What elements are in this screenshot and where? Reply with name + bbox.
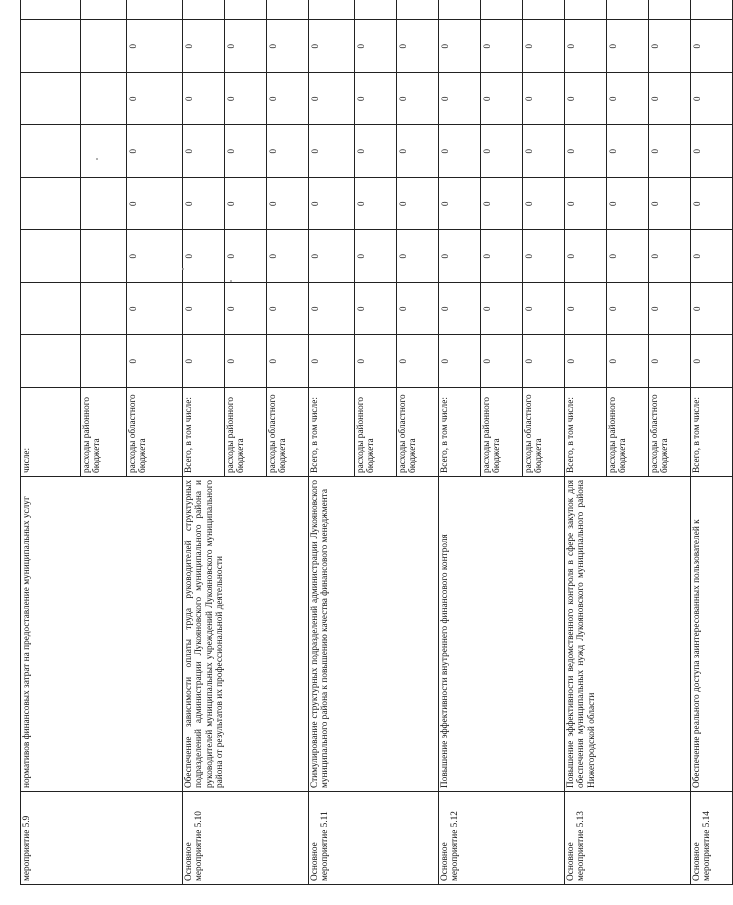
amount-cell: 0 xyxy=(397,335,439,388)
amount-cell: 0 xyxy=(691,335,733,388)
funding-source-cell: Всего, в том числе: xyxy=(565,388,607,477)
amount-cell: 0 xyxy=(481,20,523,73)
funding-source-cell: числе: xyxy=(21,388,81,477)
amount-cell: 0 xyxy=(225,125,267,178)
funding-source-cell: Всего, в том числе: xyxy=(309,388,355,477)
amount-cell: 0 xyxy=(649,125,691,178)
amount-cell xyxy=(81,20,127,73)
amount-cell: 0 xyxy=(127,125,183,178)
funding-source-cell: расходы областного бюджета xyxy=(649,388,691,477)
funding-source-cell: Всего, в том числе: xyxy=(439,388,481,477)
amount-cell: 0 xyxy=(267,73,309,126)
event-description-cell: Стимулирование структурных подразделений администрации Лукояновского муниципального района к повышению качества финансового менеджмента xyxy=(309,477,439,792)
amount-cell: 0 xyxy=(183,230,225,283)
amount-cell: 0 xyxy=(649,335,691,388)
amount-cell xyxy=(21,73,81,126)
amount-cell: 0 xyxy=(439,283,481,336)
amount-cell xyxy=(355,0,397,20)
amount-cell: 0 xyxy=(523,20,565,73)
amount-cell xyxy=(81,178,127,231)
amount-cell: 0 xyxy=(267,178,309,231)
amount-cell: 0 xyxy=(481,73,523,126)
amount-cell xyxy=(81,125,127,178)
amount-cell: 0 xyxy=(183,178,225,231)
amount-cell: 0 xyxy=(127,73,183,126)
event-number-cell: Основное мероприятие 5.13 xyxy=(565,792,691,885)
event-number-cell: Основное мероприятие 5.14 xyxy=(691,792,733,885)
amount-cell xyxy=(21,230,81,283)
event-description-cell: Повышение эффективности ведомственного контроля в сфере закупок для обеспечения муниципальных нужд Лукояновского муниципального района Нижегородской области xyxy=(565,477,691,792)
amount-cell xyxy=(21,125,81,178)
event-number-cell: Основное мероприятие 5.12 xyxy=(439,792,565,885)
amount-cell xyxy=(481,0,523,20)
table-row xyxy=(21,0,81,885)
amount-cell xyxy=(183,0,225,20)
amount-cell xyxy=(21,20,81,73)
amount-cell: 0 xyxy=(565,283,607,336)
amount-cell: 0 xyxy=(691,283,733,336)
amount-cell: 0 xyxy=(355,178,397,231)
amount-cell: 0 xyxy=(183,125,225,178)
amount-cell: 0 xyxy=(607,125,649,178)
amount-cell: 0 xyxy=(127,230,183,283)
amount-cell: 0 xyxy=(183,20,225,73)
amount-cell: 0 xyxy=(691,73,733,126)
amount-cell: 0 xyxy=(649,230,691,283)
amount-cell: 0 xyxy=(439,73,481,126)
amount-cell xyxy=(81,0,127,20)
amount-cell: 0 xyxy=(267,335,309,388)
amount-cell: 0 xyxy=(565,125,607,178)
amount-cell: 0 xyxy=(127,335,183,388)
event-number-cell: мероприятие 5.9 xyxy=(21,792,183,885)
amount-cell: 0 xyxy=(127,178,183,231)
amount-cell: 0 xyxy=(607,178,649,231)
amount-cell: 0 xyxy=(649,73,691,126)
amount-cell: 0 xyxy=(225,178,267,231)
amount-cell: 0 xyxy=(225,230,267,283)
amount-cell: 0 xyxy=(607,335,649,388)
event-number-cell: Основное мероприятие 5.10 xyxy=(183,792,309,885)
amount-cell xyxy=(81,73,127,126)
funding-source-cell: расходы районного бюджета xyxy=(607,388,649,477)
amount-cell: 0 xyxy=(565,335,607,388)
amount-cell: 0 xyxy=(309,335,355,388)
amount-cell: 0 xyxy=(397,230,439,283)
amount-cell xyxy=(81,335,127,388)
amount-cell: 0 xyxy=(225,20,267,73)
amount-cell: 0 xyxy=(565,20,607,73)
amount-cell: 0 xyxy=(523,283,565,336)
funding-source-cell: расходы областного бюджета xyxy=(267,388,309,477)
funding-source-cell: расходы районного бюджета xyxy=(81,388,127,477)
amount-cell xyxy=(21,178,81,231)
rotated-table-sheet xyxy=(20,44,713,885)
amount-cell: 0 xyxy=(355,283,397,336)
table-row xyxy=(439,0,481,885)
event-description-cell: Обеспечение зависимости оплаты труда руководителей структурных подразделений администрации Лукояновского муниципального района и руководителей муниципальных учреждений Лукояновского муниципального района от результатов их профессиональной деятельности xyxy=(183,477,309,792)
amount-cell: 0 xyxy=(183,283,225,336)
amount-cell: 0 xyxy=(481,335,523,388)
amount-cell: 0 xyxy=(523,73,565,126)
funding-source-cell: расходы областного бюджета xyxy=(127,388,183,477)
funding-source-cell: расходы районного бюджета xyxy=(225,388,267,477)
amount-cell xyxy=(21,335,81,388)
scan-speck xyxy=(182,268,184,270)
amount-cell: 0 xyxy=(565,73,607,126)
amount-cell: 0 xyxy=(309,125,355,178)
amount-cell xyxy=(21,283,81,336)
amount-cell: 0 xyxy=(355,335,397,388)
budget-table xyxy=(20,0,733,885)
funding-source-cell: расходы областного бюджета xyxy=(523,388,565,477)
amount-cell: 0 xyxy=(309,73,355,126)
amount-cell: 0 xyxy=(691,125,733,178)
amount-cell: 0 xyxy=(481,230,523,283)
funding-source-cell: Всего, в том числе: xyxy=(183,388,225,477)
amount-cell xyxy=(523,0,565,20)
amount-cell: 0 xyxy=(691,178,733,231)
amount-cell: 0 xyxy=(355,73,397,126)
amount-cell: 0 xyxy=(225,73,267,126)
amount-cell: 0 xyxy=(355,230,397,283)
amount-cell: 0 xyxy=(649,283,691,336)
table-row xyxy=(565,0,607,885)
amount-cell: 0 xyxy=(439,125,481,178)
amount-cell: 0 xyxy=(439,20,481,73)
amount-cell: 0 xyxy=(607,73,649,126)
amount-cell: 0 xyxy=(127,20,183,73)
table-row xyxy=(691,0,733,885)
amount-cell: 0 xyxy=(691,20,733,73)
amount-cell: 0 xyxy=(267,125,309,178)
amount-cell: 0 xyxy=(397,283,439,336)
amount-cell: 0 xyxy=(267,283,309,336)
event-description-cell: нормативов финансовых затрат на предоставление муниципальных услуг xyxy=(21,477,183,792)
scan-speck xyxy=(230,280,232,282)
amount-cell: 0 xyxy=(691,230,733,283)
amount-cell: 0 xyxy=(309,178,355,231)
amount-cell xyxy=(127,0,183,20)
table-row xyxy=(183,0,225,885)
amount-cell: 0 xyxy=(481,283,523,336)
amount-cell: 0 xyxy=(607,20,649,73)
amount-cell: 0 xyxy=(397,20,439,73)
amount-cell xyxy=(565,0,607,20)
amount-cell: 0 xyxy=(565,230,607,283)
funding-source-cell: расходы районного бюджета xyxy=(355,388,397,477)
amount-cell: 0 xyxy=(309,20,355,73)
amount-cell: 0 xyxy=(397,73,439,126)
amount-cell: 0 xyxy=(397,125,439,178)
amount-cell xyxy=(649,0,691,20)
amount-cell: 0 xyxy=(267,230,309,283)
amount-cell xyxy=(81,230,127,283)
amount-cell: 0 xyxy=(607,230,649,283)
amount-cell: 0 xyxy=(607,283,649,336)
amount-cell xyxy=(81,283,127,336)
funding-source-cell: Всего, в том числе: xyxy=(691,388,733,477)
amount-cell: 0 xyxy=(225,283,267,336)
amount-cell xyxy=(607,0,649,20)
amount-cell: 0 xyxy=(267,20,309,73)
amount-cell: 0 xyxy=(523,230,565,283)
funding-source-cell: расходы областного бюджета xyxy=(397,388,439,477)
amount-cell: 0 xyxy=(309,230,355,283)
amount-cell: 0 xyxy=(309,283,355,336)
amount-cell: 0 xyxy=(439,335,481,388)
table-row xyxy=(309,0,355,885)
amount-cell: 0 xyxy=(649,178,691,231)
amount-cell: 0 xyxy=(523,335,565,388)
amount-cell xyxy=(439,0,481,20)
funding-source-cell: расходы районного бюджета xyxy=(481,388,523,477)
amount-cell: 0 xyxy=(397,178,439,231)
amount-cell xyxy=(397,0,439,20)
amount-cell: 0 xyxy=(355,125,397,178)
amount-cell: 0 xyxy=(439,230,481,283)
event-description-cell: Обеспечение реального доступа заинтересованных пользователей к xyxy=(691,477,733,792)
amount-cell: 0 xyxy=(565,178,607,231)
amount-cell xyxy=(309,0,355,20)
event-description-cell: Повышение эффективности внутреннего финансового контроля xyxy=(439,477,565,792)
amount-cell: 0 xyxy=(127,283,183,336)
amount-cell: 0 xyxy=(481,178,523,231)
amount-cell xyxy=(691,0,733,20)
scan-speck xyxy=(96,158,98,160)
amount-cell: 0 xyxy=(439,178,481,231)
amount-cell: 0 xyxy=(183,335,225,388)
amount-cell: 0 xyxy=(225,335,267,388)
amount-cell: 0 xyxy=(523,178,565,231)
amount-cell: 0 xyxy=(355,20,397,73)
event-number-cell: Основное мероприятие 5.11 xyxy=(309,792,439,885)
amount-cell: 0 xyxy=(481,125,523,178)
amount-cell: 0 xyxy=(523,125,565,178)
amount-cell: 0 xyxy=(649,20,691,73)
amount-cell: 0 xyxy=(183,73,225,126)
amount-cell xyxy=(21,0,81,20)
amount-cell xyxy=(267,0,309,20)
amount-cell xyxy=(225,0,267,20)
